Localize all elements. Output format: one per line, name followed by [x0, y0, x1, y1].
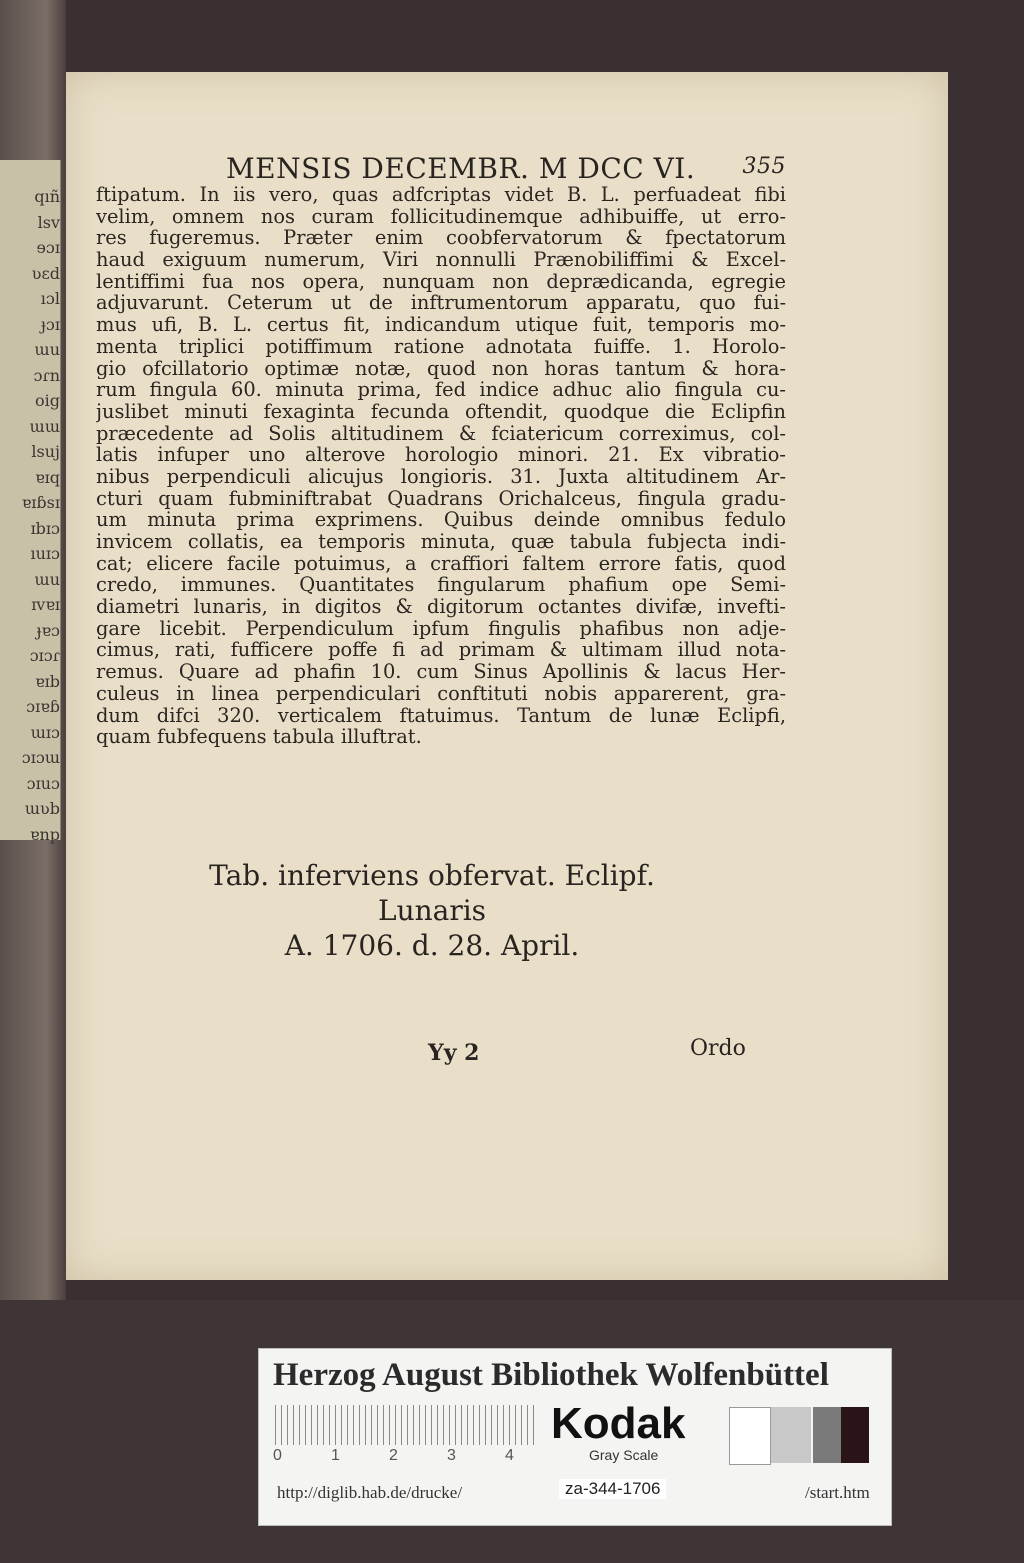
shelfmark: za-344-1706: [559, 1479, 666, 1499]
ruler-scale: [275, 1405, 537, 1445]
library-label: [258, 1348, 892, 1526]
text-line: culeus in linea perpendiculari conftituti nobis apparerent, gra-: [96, 682, 786, 705]
text-line: velim, omnem nos curam follicitudinemque adhibuiffe, ut erro-: [96, 205, 786, 228]
neighbor-page-line: ɔɪɔɯ: [21, 749, 60, 767]
text-line: præcedente ad Solis altitudinem & fciatericum correximus, col-: [96, 422, 786, 445]
text-line: menta triplici potiffimum ratione adnotata fuiffe. 1. Horolo-: [96, 335, 786, 358]
gray-swatch: [771, 1407, 811, 1463]
table-caption-line: Tab. inferviens obfervat. Eclipf. Lunaris: [209, 859, 655, 927]
kodak-logo: Kodak: [551, 1399, 686, 1448]
neighbor-page-line: ɔɪɔɾ: [29, 647, 60, 665]
neighbor-page-line: ıɔl: [40, 290, 60, 308]
text-line: latis infuper uno alterove horologio minori. 21. Ex vibratio-: [96, 444, 786, 466]
ruler-number: 1: [331, 1447, 340, 1464]
ruler-number: 3: [447, 1447, 456, 1464]
text-line: dum difci 320. verticalem ftatuimus. Tantum de lunæ Eclipfi,: [96, 704, 786, 727]
text-line: credo, immunes. Quantitates fingularum phafium ope Semi-: [96, 574, 786, 597]
neighbor-page-line: ɐɪq: [35, 468, 60, 487]
header-title: MENSIS DECEMBR. M DCC VI.: [226, 152, 696, 185]
ruler-number: 0: [273, 1447, 282, 1464]
text-line: nibus perpendiculi alicujus longioris. 31. Juxta altitudinem Ar-: [96, 465, 786, 488]
table-caption-line: A. 1706. d. 28. April.: [284, 929, 580, 962]
neighbor-page-line: ɯɪɔ: [30, 723, 60, 742]
neighbor-page-line: ɯɯ: [29, 417, 60, 436]
ruler-numbers: [273, 1447, 543, 1469]
catchword: Ordo: [690, 1036, 746, 1061]
library-name: Herzog August Bibliothek Wolfenbüttel: [273, 1357, 829, 1393]
text-line: gare licebit. Perpendiculum ipfum fingulis phafibus non adje-: [96, 617, 786, 640]
running-header: [226, 152, 786, 188]
text-line: cimus, rati, fufficere poffe fi ad primam & ultimam illud nota-: [96, 639, 786, 662]
neighbor-page-line: lsv: [37, 213, 60, 232]
table-caption: [162, 858, 702, 963]
text-line: gio ofcillatorio optimæ notæ, quod non horas tantum & hora-: [96, 357, 786, 380]
neighbor-page-line: ɔɾn: [33, 366, 60, 385]
page-number: 355: [742, 154, 786, 179]
body-text: [96, 184, 786, 748]
neighbor-page-line: ɟɐɔ: [36, 621, 60, 640]
neighbor-page-line: ɯʋb: [24, 800, 60, 818]
gray-scale-label: Gray Scale: [589, 1447, 659, 1463]
neighbor-page-line: ɪvɐɪ: [31, 596, 60, 614]
text-line: haud exiguum numerum, Viri nonnulli Prænobiliffimi & Excel-: [96, 249, 786, 271]
text-line: cturi quam fubminiftrabat Quadrans Orichalceus, fingula gradu-: [96, 487, 786, 510]
text-line: rum fingula 60. minuta prima, fed indice adhuc alio fingula cu-: [96, 379, 786, 401]
neighbor-page-line: lsuj: [31, 443, 60, 461]
neighbor-page-line: ɔɪuɔ: [26, 774, 60, 793]
ruler-number: 2: [389, 1447, 398, 1464]
neighbor-page-line: ɐɪɓsɪ: [21, 494, 60, 512]
neighbor-page-line: ɯu: [34, 570, 60, 589]
neighbor-page-line: ɘɔɪ: [36, 239, 60, 257]
text-line: diametri lunaris, in digitos & digitorum octantes divifæ, invefti-: [96, 596, 786, 618]
neighbor-page-line: ɔɪɐɓ: [26, 698, 60, 716]
text-line: res fugeremus. Præter enim coobfervatorum & fpectatorum: [96, 227, 786, 250]
gray-swatch: [813, 1407, 841, 1463]
text-line: juslibet minuti fexaginta fecunda oftendit, quodque die Eclipfin: [96, 400, 786, 423]
text-line: cat; elicere facile potuimus, a craffiori faltem errore fatis, quod: [96, 552, 786, 575]
neighbor-page-line: qıñ: [34, 188, 60, 206]
neighbor-page-line: oig: [35, 392, 60, 410]
book-page: [66, 72, 948, 1280]
text-line: invicem collatis, ea temporis minuta, quæ tabula fubjecta indi-: [96, 531, 786, 553]
neighbor-page-line: ɐɪb: [35, 672, 60, 691]
gray-swatch: [729, 1407, 771, 1465]
text-line: quam fubfequens tabula illuftrat.: [96, 726, 422, 748]
neighbor-page-line: ɯu: [34, 341, 60, 359]
neighbor-page-line: ʋɛd: [31, 264, 60, 283]
text-line: remus. Quare ad phafin 10. cum Sinus Apollinis & lacus Her-: [96, 661, 786, 683]
neighbor-page-line: ɟɔɪ: [40, 315, 60, 334]
text-line: mus ufi, B. L. certus fit, indicandum utique fuit, temporis mo-: [96, 314, 786, 336]
text-line: um minuta prima exprimens. Quibus deinde omnibus fedulo: [96, 509, 786, 531]
text-line: lentiffimi fua nos opera, nunquam non deprædicanda, egregie: [96, 270, 786, 293]
neighbor-page-fragment: [0, 160, 61, 844]
neighbor-page-line: ɪbɪɔ: [30, 519, 60, 538]
neighbor-page-line: ɐnp: [29, 825, 60, 844]
gray-swatch: [841, 1407, 869, 1463]
signature-mark: Yy 2: [428, 1040, 480, 1066]
neighbor-page-line: ıuɪɔ: [30, 545, 60, 563]
text-line: ftipatum. In iis vero, quas adfcriptas videt B. L. perfuadeat fibi: [96, 184, 786, 206]
url-prefix: http://diglib.hab.de/drucke/: [277, 1483, 463, 1502]
text-line: adjuvarunt. Ceterum ut de inftrumentorum apparatu, quo fui-: [96, 292, 786, 315]
url-suffix: /start.htm: [805, 1483, 870, 1502]
ruler-number: 4: [505, 1447, 514, 1464]
